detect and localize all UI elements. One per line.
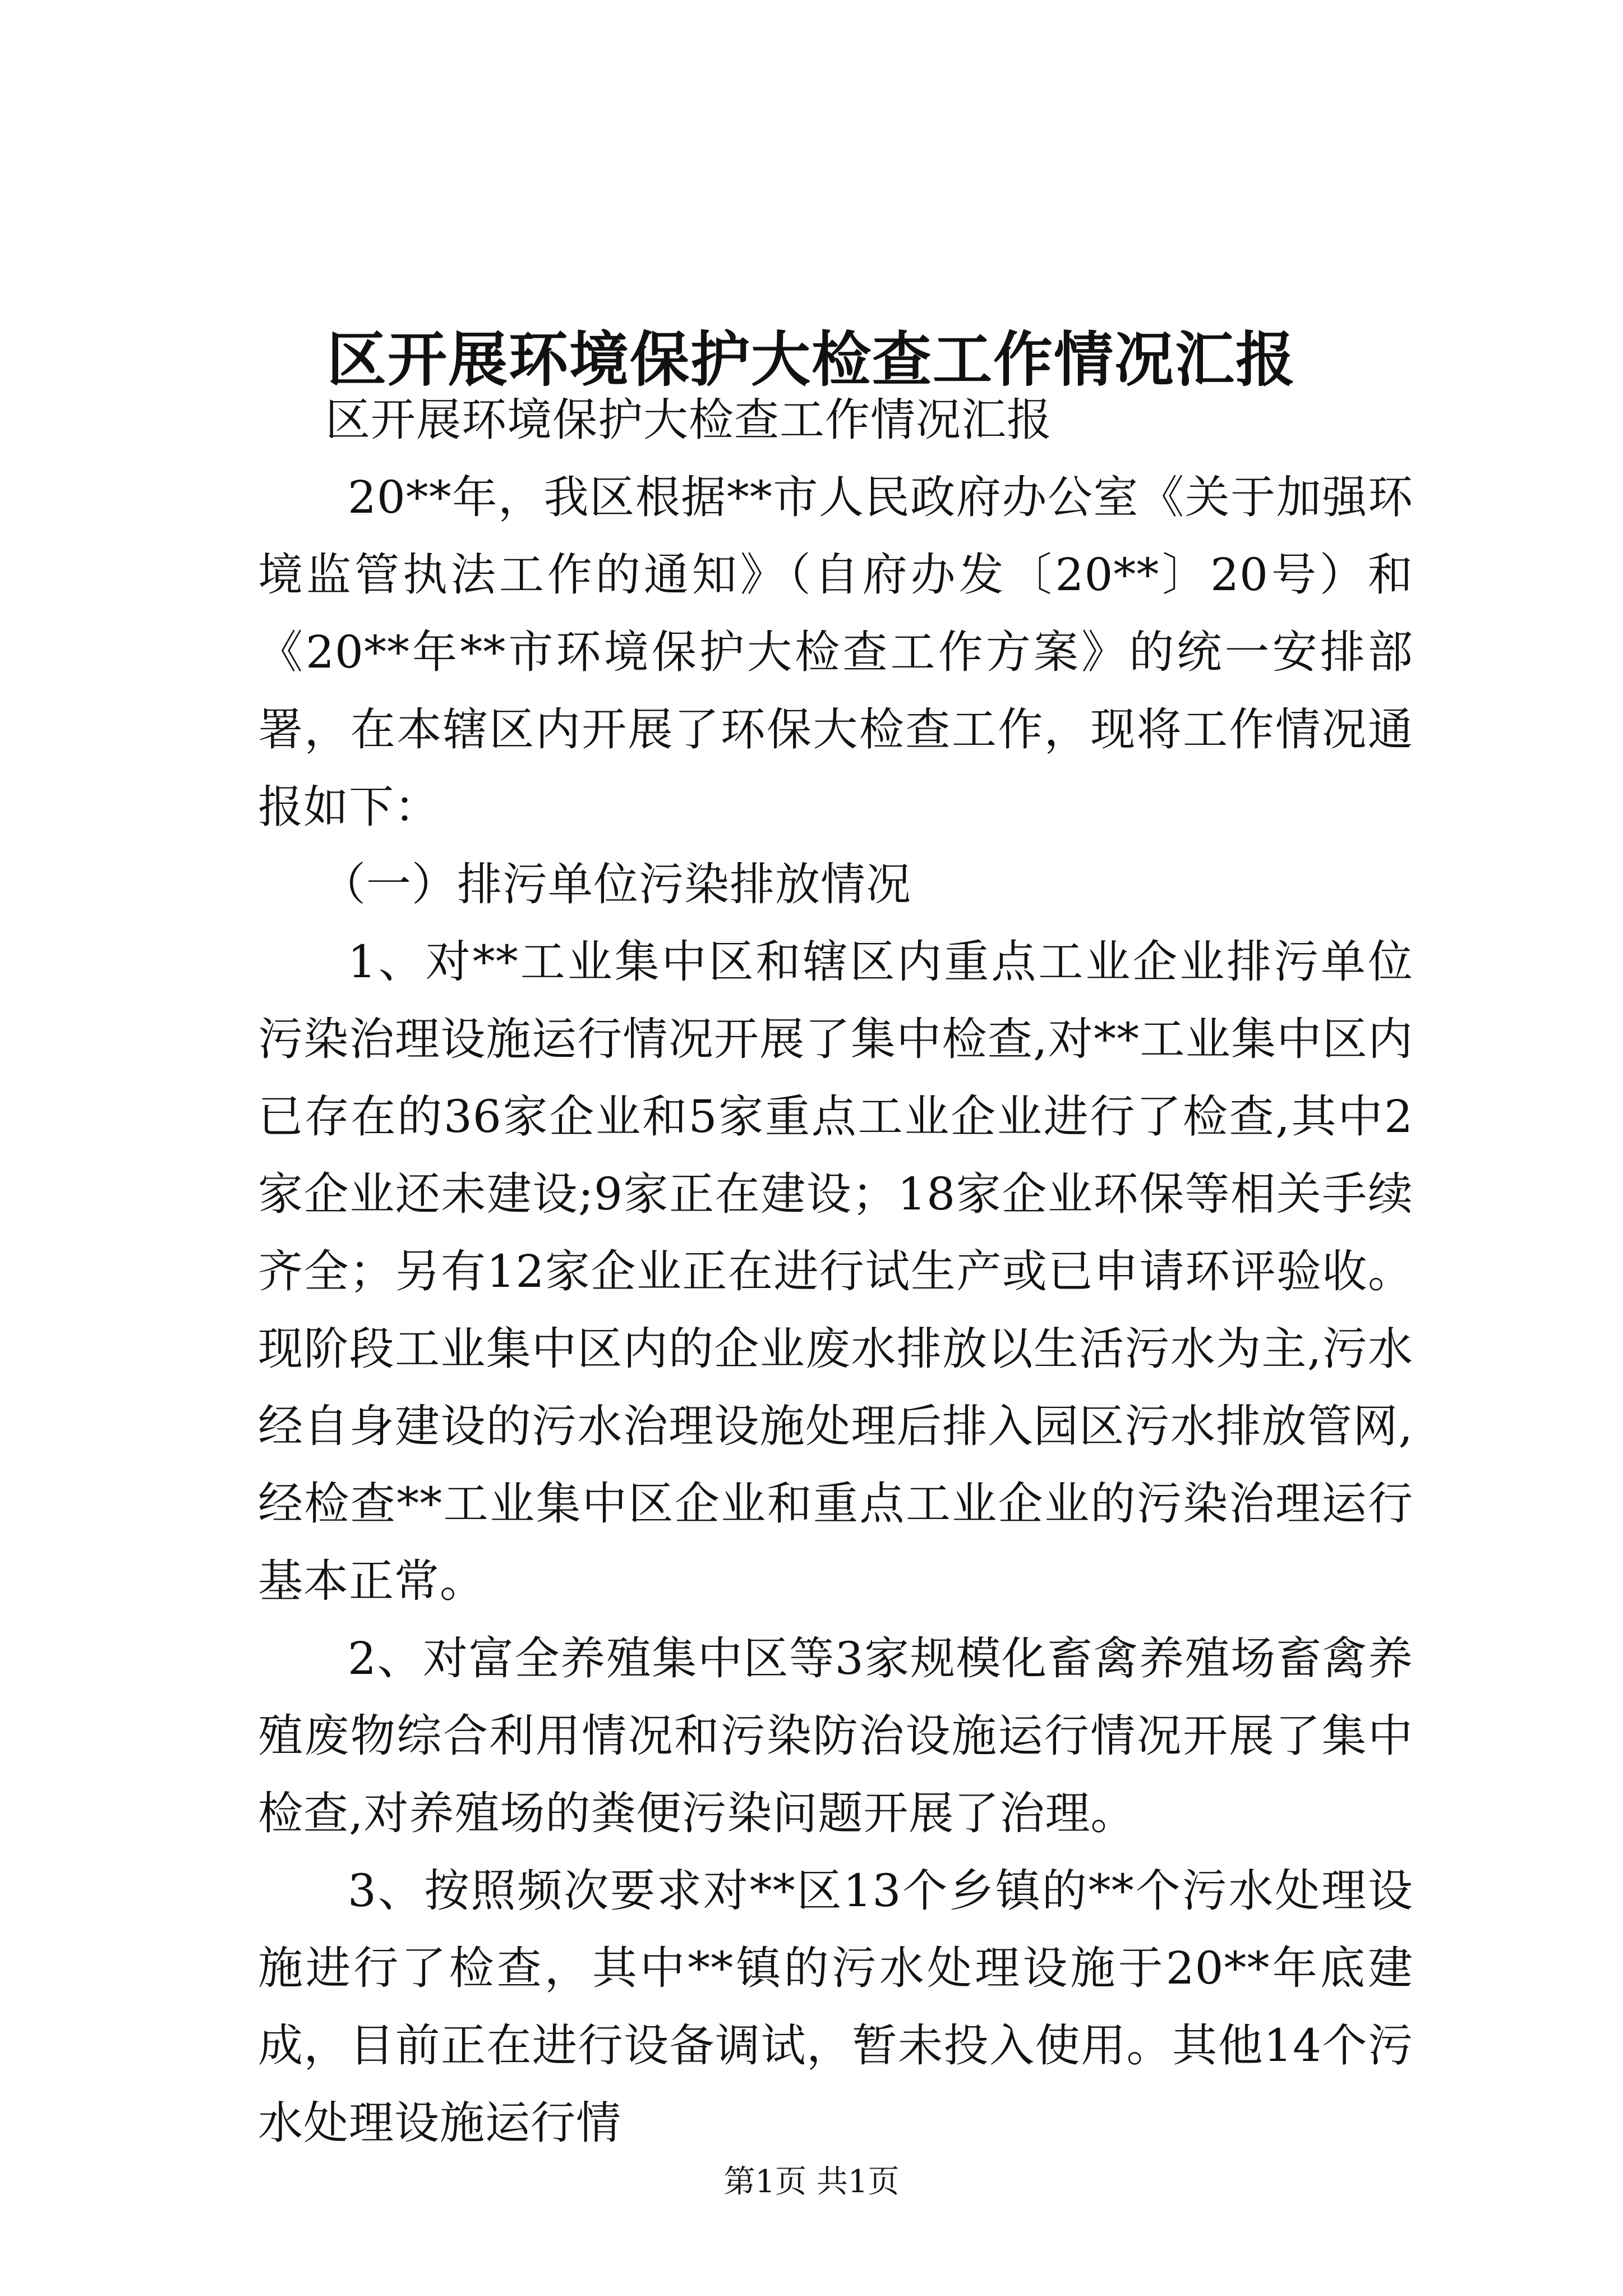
subtitle-paragraph: 区开展环境保护大检查工作情况汇报 <box>325 394 1052 446</box>
item-paragraph-3: 3、按照频次要求对**区13个乡镇的**个污水处理设施进行了检查，其中**镇的污水处理设施于20**年底建成，目前正在进行设备调试，暂未投入使用。其他14个污水处理设施运行情 <box>258 1865 1413 2149</box>
intro-paragraph: 20**年，我区根据**市人民政府办公室《关于加强环境监管执法工作的通知》（自府办发〔20**〕20号）和《20**年**市环境保护大检查工作方案》的统一安排部署，在本辖区内开展了环保大检查工作，现将工作情况通报如下： <box>258 471 1413 833</box>
section-heading: （一）排污单位污染排放情况 <box>321 858 911 910</box>
item-paragraph-1: 1、对**工业集中区和辖区内重点工业企业排污单位污染治理设施运行情况开展了集中检查,对**工业集中区内已存在的36家企业和5家重点工业企业进行了检查,其中2家企业还未建设;9家正在建设；18家企业环保等相关手续齐全；另有12家企业正在进行试生产或已申请环评验收。现阶段工业集中区内的企业废水排放以生活污水为主,污水经自身建设的污水治理设施处理后排入园区污水排放管网,经检查**工业集中区企业和重点工业企业的污染治理运行基本正常。 <box>258 936 1413 1607</box>
document-body <box>258 381 1413 2162</box>
page-footer: 第1页 共1页 <box>723 2164 900 2200</box>
item-paragraph-2: 2、对富全养殖集中区等3家规模化畜禽养殖场畜禽养殖废物综合利用情况和污染防治设施运行情况开展了集中检查,对养殖场的粪便污染问题开展了治理。 <box>258 1632 1413 1839</box>
document-title: 区开展环境保护大检查工作情况汇报 <box>327 324 1296 395</box>
